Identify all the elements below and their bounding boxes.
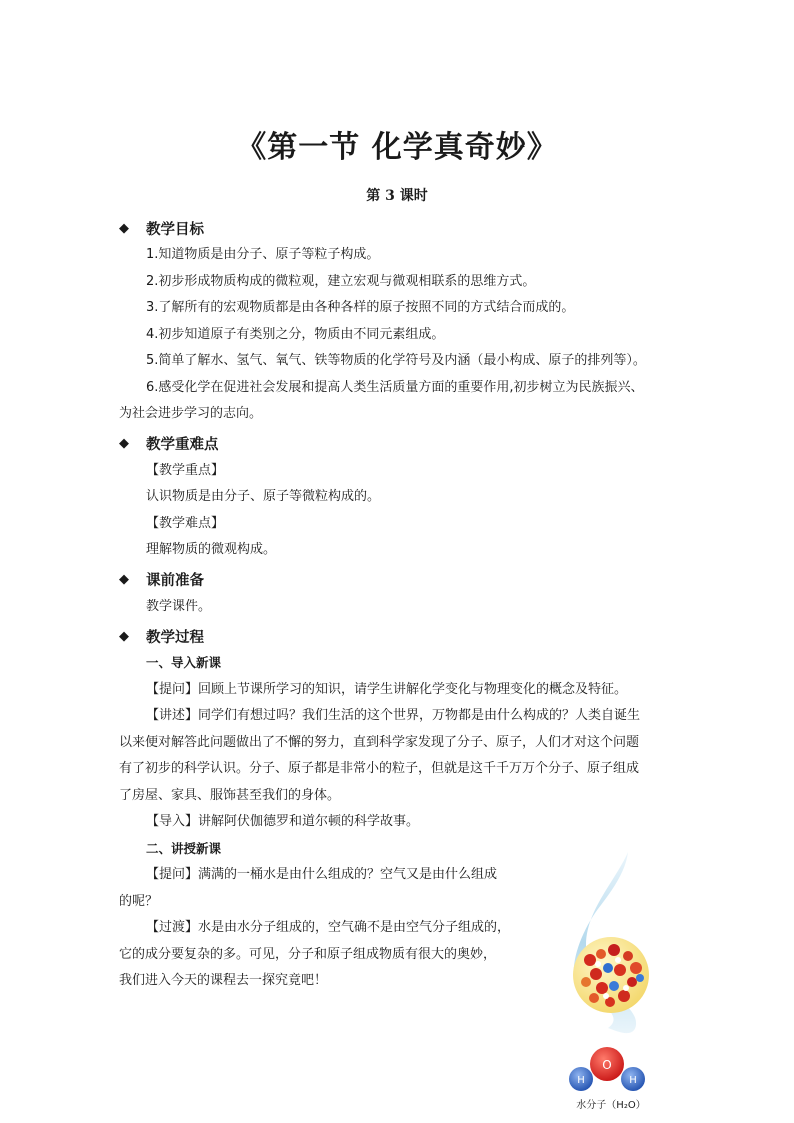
goal-item: 1.知道物质是由分子、原子等粒子构成。 [146, 247, 380, 262]
transition-line: 它的成分要复杂的多。可见，分子和原子组成物质有很大的奥妙， [119, 946, 497, 962]
section-heading: 教学重难点 [146, 437, 219, 453]
diamond-bullet-icon: ◆ [119, 436, 129, 451]
difficulty-text: 理解物质的微观构成。 [146, 542, 277, 557]
question-line: 的呢？ [119, 893, 159, 909]
focus-text: 认识物质是由分子、原子等微粒构成的。 [146, 489, 381, 504]
narration-line: 了房屋、家具、服饰甚至我们的身体。 [119, 787, 341, 803]
prep-text: 教学课件。 [146, 598, 212, 614]
section-heading: 教学目标 [146, 221, 204, 238]
goal-item: 3.了解所有的宏观物质都是由各种各样的原子按照不同的方式结合而成的。 [146, 300, 575, 315]
difficulty-label: 【教学难点】 [146, 515, 225, 531]
section-process [119, 622, 689, 650]
diamond-bullet-icon: ◆ [119, 572, 129, 587]
water-molecule-graphic [556, 850, 666, 1095]
narration-line: 有了初步的科学认识。分子、原子都是非常小的粒子，但就是这千千万万个分子、原子组成 [119, 761, 640, 776]
oxygen-label: O [602, 1058, 612, 1072]
narration-line: 【讲述】同学们有想过吗？我们生活的这个世界，万物都是由什么构成的？人类自诞生 [146, 708, 641, 723]
goal-item-continued: 为社会进步学习的志向。 [119, 406, 263, 421]
focus-label: 【教学重点】 [146, 462, 225, 478]
subsection-title: 二、讲授新课 [146, 840, 222, 856]
goal-item: 2.初步形成物质构成的微粒观，建立宏观与微观相联系的思维方式。 [146, 273, 536, 289]
goal-item: 6.感受化学在促进社会发展和提高人类生活质量方面的重要作用,初步树立为民族振兴、 [146, 379, 644, 395]
diamond-bullet-icon: ◆ [119, 220, 129, 236]
question-text: 【提问】回顾上节课所学习的知识，请学生讲解化学变化与物理变化的概念及特征。 [146, 681, 628, 697]
narration-line: 以来便对解答此问题做出了不懈的努力，直到科学家发现了分子、原子，人们才对这个问题 [119, 734, 640, 750]
section-heading: 课前准备 [146, 573, 204, 589]
lesson-period: 第 3 课时 [366, 188, 428, 204]
hydrogen-label: H [577, 1075, 585, 1086]
section-heading: 教学过程 [146, 629, 204, 646]
goal-item: 4.初步知道原子有类别之分，物质由不同元素组成。 [146, 326, 445, 342]
water-molecule-illustration [556, 850, 666, 1120]
section-prep [119, 566, 689, 594]
intro-text: 【导入】讲解阿伏伽德罗和道尔顿的科学故事。 [146, 814, 420, 829]
hydrogen-label: H [629, 1075, 637, 1086]
goal-item: 5.简单了解水、氢气、氧气、铁等物质的化学符号及内涵（最小构成、原子的排列等）。 [146, 353, 646, 368]
transition-line: 我们进入今天的课程去一探究竟吧！ [119, 973, 328, 988]
section-keypoints [119, 430, 689, 458]
page-title: 《第一节 化学真奇妙》 [236, 130, 558, 165]
subsection-title: 一、导入新课 [146, 655, 222, 670]
question-line: 【提问】满满的一桶水是由什么组成的？空气又是由什么组成 [146, 867, 498, 882]
figure-caption: 水分子（H₂O） [576, 1100, 646, 1111]
section-goals [119, 214, 689, 242]
transition-line: 【过渡】水是由水分子组成的，空气确不是由空气分子组成的， [146, 920, 511, 935]
diamond-bullet-icon: ◆ [119, 628, 129, 644]
